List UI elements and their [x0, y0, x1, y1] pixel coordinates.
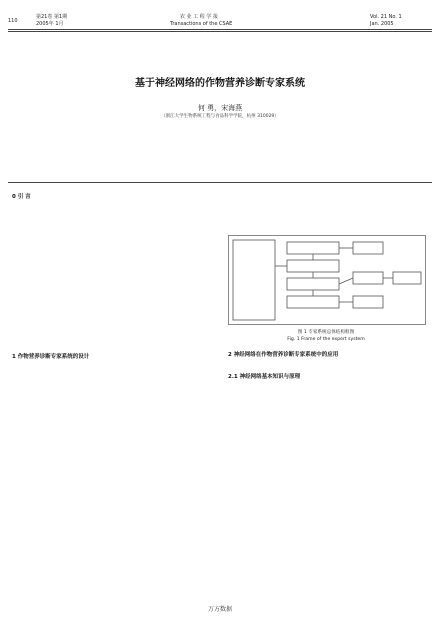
header-rule-top: [8, 29, 432, 30]
author-affiliation: （浙江大学生物系统工程与食品科学学院，杭州 310029）: [161, 114, 279, 119]
section-1-text: [12, 363, 212, 443]
date-cn: 2005年 1月: [36, 21, 64, 27]
section-2-1-text: [228, 382, 428, 582]
paper-authors: 何 勇，宋海燕: [197, 104, 243, 112]
figure-caption-cn: 图 1 专家系统总体结构框图: [297, 330, 355, 335]
right-column-text-top: [228, 190, 428, 232]
volume-issue: 第21卷 第1期: [36, 14, 68, 20]
section-1-heading: 1 作物营养诊断专家系统的设计: [12, 354, 90, 360]
date-en: Jan. 2005: [370, 21, 394, 27]
introduction-text: [12, 203, 212, 348]
abstract-block: [24, 124, 416, 182]
journal-title-cn: 农 业 工 程 学 报: [180, 14, 218, 20]
journal-title-en: Transactions of the CSAE: [170, 21, 233, 27]
abstract-rule: [8, 182, 432, 183]
footer-label: 万方数据: [207, 606, 232, 613]
system-framework-figure: [228, 235, 426, 325]
page-number: 110: [8, 18, 18, 24]
footnote-block: [12, 448, 212, 578]
volume-en: Vol. 21 No. 1: [370, 14, 402, 20]
paper-title: 基于神经网络的作物营养诊断专家系统: [135, 78, 305, 89]
figure-caption-en: Fig. 1 Frame of the expert system: [287, 337, 365, 342]
section-0-heading: 0 引 言: [12, 194, 31, 200]
header-rule-bottom: [8, 31, 432, 32]
section-2-1-heading: 2.1 神经网络基本知识与原理: [228, 374, 301, 380]
section-2-heading: 2 神经网络在作物营养诊断专家系统中的应用: [228, 352, 339, 358]
